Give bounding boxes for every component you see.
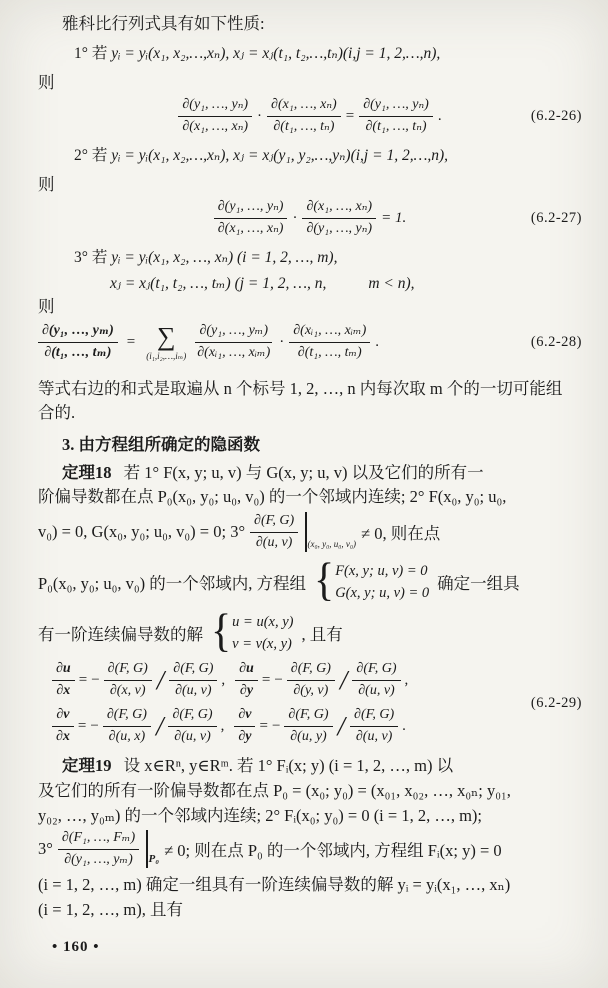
- fraction: [267, 96, 341, 135]
- property-2-line: [74, 144, 582, 168]
- property-2-number: 2° 若: [74, 147, 112, 164]
- theorem-19-line-4: [38, 828, 582, 870]
- minus-sign: −: [274, 671, 283, 688]
- formula-label: (6.2-29): [530, 695, 582, 711]
- fraction-denominator: ∂y: [239, 682, 254, 698]
- property-3-math: yᵢ = yᵢ(x₁, x₂, …, xₙ) (i = 1, 2, …, m),: [111, 249, 338, 266]
- division-slash: /: [156, 664, 165, 695]
- theorem-18-text-1: 若 1° F(x, y; u, v) 与 G(x, y; u, v) 以及它们的所有一: [123, 463, 484, 482]
- fraction-denominator: ∂x: [56, 682, 71, 698]
- formula-6-2-29: [38, 657, 582, 749]
- fraction-numerator: ∂(x₁, …, xₙ): [302, 198, 376, 218]
- equals-sign: =: [78, 671, 88, 688]
- minus-sign: −: [91, 671, 100, 688]
- fraction: [284, 706, 332, 745]
- fraction-numerator: ∂v: [52, 706, 73, 726]
- evaluation-bar: [146, 830, 159, 868]
- fraction-denominator: ∂(x₁, …, xₙ): [182, 118, 249, 134]
- equals-sign: =: [261, 671, 271, 688]
- fraction-numerator: ∂(F₁, …, Fₘ): [58, 829, 139, 849]
- dot-operator: ·: [257, 107, 263, 124]
- fraction-numerator: ∂(F, G): [352, 660, 400, 680]
- theorem-19-line-3: y₀₂, …, y₀ₘ) 的一个邻域内连续; 2° Fᵢ(x₀; y₀) = 0 (i = 1, 2, …, m);: [38, 806, 482, 825]
- theorem-18-line-1: [62, 461, 582, 485]
- fraction-numerator: ∂(xᵢ₁, …, xᵢₘ): [289, 322, 370, 342]
- fraction-denominator: ∂(u, v): [358, 682, 395, 698]
- fraction-numerator: ∂(F, G): [350, 706, 398, 726]
- fraction-denominator: ∂x: [56, 728, 70, 744]
- jacobian-fraction: [250, 512, 298, 551]
- page-number: • 160 •: [52, 939, 100, 955]
- fraction-numerator: ∂(y₁, …, yₙ): [214, 198, 288, 218]
- comma: ,: [220, 717, 225, 734]
- property-3-number: 3° 若: [74, 249, 112, 266]
- jacobian-fraction: [58, 829, 139, 868]
- formula-label: (6.2-26): [530, 107, 582, 124]
- fraction-numerator: ∂(F, G): [284, 706, 332, 726]
- theorem-18-text-5a: 有一阶连续偏导数的解: [38, 625, 203, 644]
- theorem-18-text-3b: ≠ 0, 则在点: [361, 524, 441, 543]
- fraction-denominator: ∂(t₁, …, tₘ): [297, 344, 362, 360]
- dot-operator: ·: [279, 333, 285, 350]
- property-3-line: [74, 246, 582, 270]
- formula-label: (6.2-28): [530, 333, 582, 350]
- theorem-18-line-3: [38, 509, 582, 555]
- evaluation-bar: [305, 512, 356, 552]
- note-line-1: 等式右边的和式是取遍从 n 个标号 1, 2, …, n 内每次取 m 个的一切可能组: [38, 379, 563, 398]
- fraction-denominator: ∂(y, v): [293, 682, 329, 698]
- partial-derivative: [234, 706, 255, 745]
- fraction-denominator: ∂(u, x): [108, 728, 146, 744]
- fraction-numerator: ∂(F, G): [169, 660, 217, 680]
- fraction-numerator: ∂(y₁, …, yₙ): [178, 96, 252, 116]
- theorem-19-text-4a: 3°: [38, 839, 53, 858]
- fraction-denominator: ∂(x₁, …, xₙ): [217, 220, 284, 236]
- sigma-symbol: ∑: [156, 321, 176, 351]
- summation: [146, 321, 187, 361]
- property-1-math: yᵢ = yᵢ(x₁, x₂,…,xₙ), xⱼ = xⱼ(t₁, t₂,…,tₙ)(i,j = 1, 2,…,n),: [111, 45, 441, 62]
- partial-derivative: [52, 706, 74, 745]
- division-slash: /: [337, 710, 346, 741]
- fraction-denominator: ∂(u, y): [290, 728, 327, 744]
- formula-6-2-29-row-2: [52, 703, 582, 749]
- then-marker-1: 则: [38, 73, 55, 92]
- fraction: [168, 706, 216, 745]
- section-heading: 3. 由方程组所确定的隐函数: [62, 435, 260, 454]
- dot-operator: ·: [292, 209, 298, 226]
- fraction-numerator: ∂(x₁, …, xₙ): [267, 96, 341, 116]
- fraction: [169, 660, 217, 699]
- equals-one: = 1.: [381, 209, 407, 226]
- formula-6-2-26: [38, 92, 582, 140]
- fraction-numerator: ∂u: [52, 660, 75, 680]
- fraction: [359, 96, 433, 135]
- property-3-continued: [110, 272, 582, 296]
- formula-6-2-29-row-1: [52, 657, 582, 703]
- then-marker-3: 则: [38, 297, 55, 316]
- system-equation-1: F(x, y; u, v) = 0: [335, 562, 428, 579]
- fraction: [104, 660, 152, 699]
- period: .: [402, 717, 406, 734]
- comma: ,: [221, 671, 226, 688]
- property-1-line: [74, 42, 582, 66]
- division-slash: /: [155, 710, 164, 741]
- fraction: [289, 322, 370, 361]
- fraction: [352, 660, 400, 699]
- fraction-denominator: ∂(t₁, …, tₙ): [365, 118, 427, 134]
- theorem-18-line-2: 阶偏导数都在点 P₀(x₀, y₀; u₀, v₀) 的一个邻域内连续; 2° F(x₀, y₀; u₀,: [38, 487, 507, 506]
- fraction-denominator: ∂(xᵢ₁, …, xᵢₘ): [197, 344, 271, 360]
- theorem-18-text-4a: P₀(x₀, y₀; u₀, v₀) 的一个邻域内, 方程组: [38, 574, 307, 593]
- solution-equation-2: v = v(x, y): [232, 636, 292, 652]
- fraction-denominator: ∂(x, v): [109, 682, 146, 698]
- fraction-denominator: ∂(y₁, …, yₘ): [64, 851, 133, 867]
- fraction: [287, 660, 335, 699]
- fraction-numerator: ∂(y₁, …, yₘ): [38, 322, 118, 342]
- fraction-denominator: ∂(u, v): [355, 728, 393, 744]
- evaluation-point: P₀: [148, 853, 160, 865]
- theorem-19-line-2: 及它们的所有一阶偏导数都在点 P₀ = (x₀; y₀) = (x₀₁, x₀₂, …, x₀ₙ; y₀₁,: [38, 781, 511, 800]
- fraction-numerator: ∂(F, G): [168, 706, 216, 726]
- system-rows: [232, 611, 293, 656]
- theorem-19-line-1: [62, 754, 582, 778]
- formula-6-2-28: [38, 316, 582, 368]
- theorem-19-text-1: 设 x∈Rⁿ, y∈Rᵐ. 若 1° Fᵢ(x; y) (i = 1, 2, …, m) 以: [123, 756, 454, 775]
- fraction-denominator: ∂y: [238, 728, 252, 744]
- property-3-condition: m < n),: [368, 275, 415, 292]
- fraction-numerator: ∂(F, G): [104, 660, 152, 680]
- fraction-denominator: ∂(t₁, …, tₘ): [44, 344, 112, 360]
- left-brace: {: [314, 555, 335, 607]
- partial-derivative: [52, 660, 75, 699]
- fraction-denominator: ∂(u, v): [174, 728, 211, 744]
- theorem-18-line-5: [38, 606, 582, 658]
- period: .: [375, 333, 380, 350]
- theorem-19-text-4b: ≠ 0; 则在点 P₀ 的一个邻域内, 方程组 Fᵢ(x; y) = 0: [164, 841, 502, 860]
- intro-text: 雅科比行列式具有如下性质:: [62, 14, 265, 33]
- vertical-bar: [305, 512, 306, 552]
- property-1-number: 1° 若: [74, 45, 112, 62]
- system-rows: [335, 560, 429, 605]
- fraction-numerator: ∂(y₁, …, yₘ): [195, 322, 272, 342]
- equals-sign: =: [126, 333, 136, 350]
- partial-derivative: [235, 660, 258, 699]
- theorem-18-heading: 定理18: [62, 463, 112, 482]
- fraction: [178, 96, 252, 135]
- vertical-bar: [146, 830, 147, 868]
- equation-system: [314, 555, 430, 607]
- fraction-numerator: ∂(y₁, …, yₙ): [359, 96, 433, 116]
- theorem-19-line-6: (i = 1, 2, …, m), 且有: [38, 900, 183, 919]
- formula-label: (6.2-27): [530, 209, 582, 226]
- fraction: [350, 706, 398, 745]
- division-slash: /: [339, 664, 348, 695]
- theorem-18-text-3a: v₀) = 0, G(x₀, y₀; u₀, v₀) = 0; 3°: [38, 522, 246, 541]
- fraction-numerator: ∂(F, G): [103, 706, 151, 726]
- solution-system: [211, 606, 294, 658]
- theorem-18-text-5b: , 且有: [301, 625, 343, 644]
- formula-6-2-27: [38, 194, 582, 242]
- fraction: [214, 198, 288, 237]
- note-line-2: 合的.: [38, 403, 76, 422]
- equals-sign: =: [345, 107, 355, 124]
- minus-sign: −: [90, 717, 99, 734]
- fraction: [38, 322, 118, 361]
- property-3-sub-equation: xⱼ = xⱼ(t₁, t₂, …, tₘ) (j = 1, 2, …, n,: [110, 275, 327, 292]
- fraction: [103, 706, 151, 745]
- property-2-math: yᵢ = yᵢ(x₁, x₂,…,xₙ), xⱼ = xⱼ(y₁, y₂,…,yₙ)(i,j = 1, 2,…,n),: [111, 147, 449, 164]
- fraction-denominator: ∂(t₁, …, tₙ): [273, 118, 335, 134]
- theorem-18-text-4b: 确定一组具: [437, 574, 520, 593]
- equals-sign: =: [77, 717, 87, 734]
- fraction-numerator: ∂(F, G): [250, 512, 298, 532]
- minus-sign: −: [271, 717, 281, 734]
- fraction-numerator: ∂v: [234, 706, 255, 726]
- then-marker-2: 则: [38, 175, 55, 194]
- intro-line: [62, 12, 582, 36]
- equals-sign: =: [259, 717, 268, 734]
- fraction: [302, 198, 376, 237]
- theorem-19-heading: 定理19: [62, 756, 112, 775]
- comma: ,: [404, 671, 409, 688]
- fraction-numerator: ∂u: [235, 660, 258, 680]
- left-brace: {: [211, 606, 232, 658]
- system-equation-2: G(x, y; u, v) = 0: [335, 585, 430, 601]
- summation-limits: (i₁,i₂,…,iₘ): [146, 350, 187, 361]
- fraction: [193, 322, 274, 361]
- theorem-18-line-4: [38, 557, 582, 607]
- period: .: [437, 107, 442, 124]
- fraction-denominator: ∂(u, v): [255, 534, 293, 550]
- evaluation-point: (x₀, y₀, u₀, v₀): [307, 539, 357, 549]
- fraction-denominator: ∂(u, v): [175, 682, 212, 698]
- fraction-numerator: ∂(F, G): [287, 660, 335, 680]
- solution-equation-1: u = u(x, y): [232, 613, 294, 630]
- theorem-19-line-5: (i = 1, 2, …, m) 确定一组具有一阶连续偏导数的解 yᵢ = yᵢ(x₁, …, xₙ): [38, 875, 511, 894]
- fraction-denominator: ∂(y₁, …, yₙ): [306, 220, 373, 236]
